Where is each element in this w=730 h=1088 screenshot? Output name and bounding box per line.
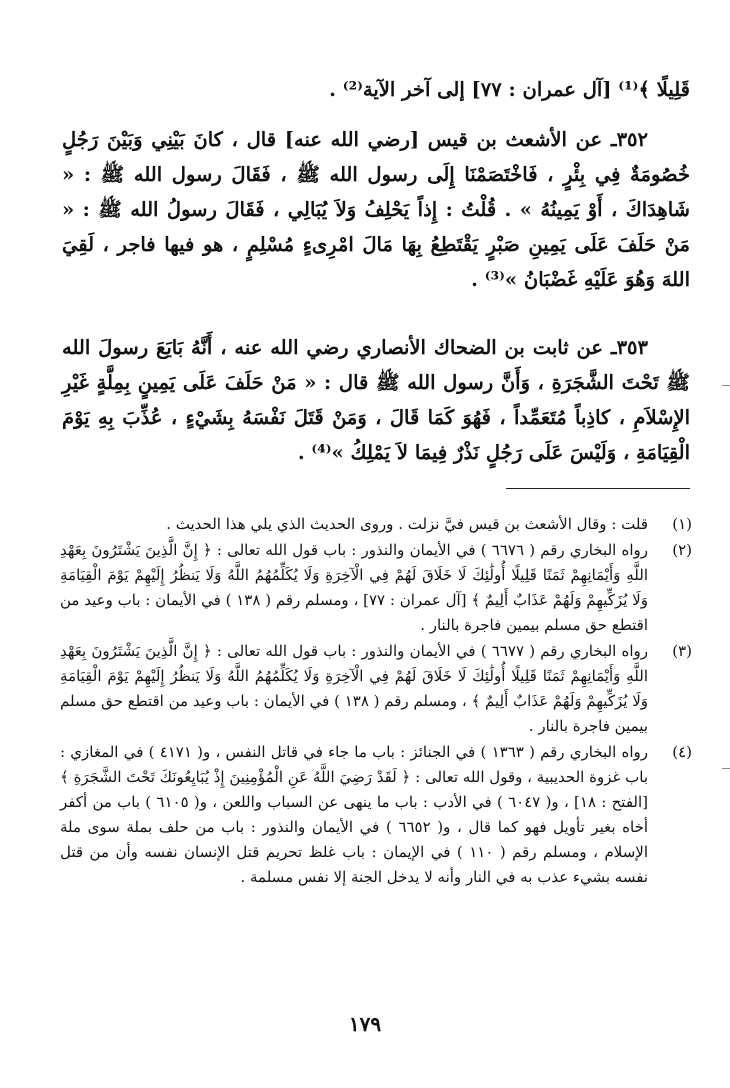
footnote-number: (٢) xyxy=(672,541,692,559)
verse-continuation xyxy=(62,72,690,107)
footnote-number: (١) xyxy=(672,515,692,533)
footnote-text: رواه البخاري رقم ( ٦٦٧٧ ) في الأيمان والنذور : باب قول الله تعالى : ﴿ إِنَّ الَّذِينَ يَشْتَرُونَ بِعَهْدِ اللَّهِ وَأَيْمَانِهِمْ ثَمَنًا قَلِيلًا أُولَٰئِكَ لَا خَلَاقَ لَهُمْ فِي الْآخِرَةِ وَلَا يُكَلِّمُهُمُ اللَّهُ وَلَا يَنظُرُ إِلَيْهِمْ يَوْمَ الْقِيَامَةِ وَلَا يُزَكِّيهِمْ وَلَهُمْ عَذَابٌ أَلِيمٌ ﴾ ، ومسلم رقم ( ١٣٨ ) في الأيمان : باب وعيد من اقتطع حق مسلم بيمين فاجرة بالنار . xyxy=(60,642,649,735)
continuation-line: قَلِيلًا ﴾⁽¹⁾ [آل عمران : ٧٧] إلى آخر الآية⁽²⁾ . xyxy=(329,78,690,101)
hadith-text: ٣٥٢ـ عن الأشعث بن قيس [رضي الله عنه] قال ، كانَ بَيْنِي وَبَيْنَ رَجُلٍ خُصُومَةٌ فِي بِئْرٍ ، فَاخْتَصَمْنَا إِلَى رسول الله ﷺ ، فَقَالَ رسول الله ﷺ : « شَاهِدَاكَ ، أَوْ يَمِينُهُ » . قُلْتُ : إِذاً يَحْلِفُ وَلاَ يُبَالِي ، فَقَالَ رسولُ الله ﷺ : « مَنْ حَلَفَ عَلَى يَمِينِ صَبْرٍ يَقْتَطِعُ بِهَا مَالَ امْرِىءٍ مُسْلِمٍ ، هو فيها فاجر ، لَقِيَ اللهَ وَهُوَ عَلَيْهِ غَضْبَانُ »⁽³⁾ . xyxy=(62,128,690,291)
footnote-4 xyxy=(60,740,692,890)
footnote-text: قلت : وقال الأشعث بن قيس فيَّ نزلت . وروى الحديث الذي يلي هذا الحديث . xyxy=(166,515,648,533)
footnote-divider xyxy=(506,488,690,489)
footnote-text: رواه البخاري رقم ( ٦٦٧٦ ) في الأيمان والنذور : باب قول الله تعالى : ﴿ إِنَّ الَّذِينَ يَشْتَرُونَ بِعَهْدِ اللَّهِ وَأَيْمَانِهِمْ ثَمَنًا قَلِيلًا أُولَٰئِكَ لَا خَلَاقَ لَهُمْ فِي الْآخِرَةِ وَلَا يُكَلِّمُهُمُ اللَّهُ وَلَا يَنظُرُ إِلَيْهِمْ يَوْمَ الْقِيَامَةِ وَلَا يُزَكِّيهِمْ وَلَهُمْ عَذَابٌ أَلِيمٌ ﴾ [آل عمران : ٧٧] ، ومسلم رقم ( ١٣٨ ) في الأيمان : باب وعيد من اقتطع حق مسلم بيمين فاجرة بالنار . xyxy=(60,541,649,634)
footnote-number: (٣) xyxy=(672,642,692,660)
footnote-number: (٤) xyxy=(672,743,692,761)
footnote-3 xyxy=(60,639,692,739)
margin-tick xyxy=(722,385,730,386)
hadith-352 xyxy=(62,122,690,297)
margin-tick xyxy=(722,768,730,769)
footnote-text: رواه البخاري رقم ( ١٣٦٣ ) في الجنائز : باب ما جاء في قاتل النفس ، و( ٤١٧١ ) في المغازي : باب غزوة الحديبية ، وقول الله تعالى : ﴿ لَقَدْ رَضِيَ اللَّهُ عَنِ الْمُؤْمِنِينَ إِذْ يُبَايِعُونَكَ تَحْتَ الشَّجَرَةِ ﴾ [الفتح : ١٨] ، و( ٦٠٤٧ ) في الأدب : باب ما ينهى عن السباب واللعن ، و( ٦١٠٥ ) باب من أكفر أخاه بغير تأويل فهو كما قال ، و( ٦٦٥٢ ) في الأيمان والنذور : باب من حلف بملة سوى ملة الإسلام ، ومسلم رقم ( ١١٠ ) في الإيمان : باب غلظ تحريم قتل الإنسان نفسه وأن من قتل نفسه بشيء عذب به في النار وأنه لا يدخل الجنة إلا نفس مسلمة . xyxy=(60,743,649,886)
page-number: ١٧٩ xyxy=(348,1012,382,1036)
footnote-2 xyxy=(60,538,692,638)
hadith-text: ٣٥٣ـ عن ثابت بن الضحاك الأنصاري رضي الله عنه ، أَنَّهُ بَايَعَ رسولَ الله ﷺ تَحْتَ الشَّجَرَةِ ، وَأَنَّ رسول الله ﷺ قال : « مَنْ حَلَفَ عَلَى يَمِينٍ بِمِلَّةٍ غَيْرِ الإِسْلاَمِ ، كاذِباً مُتَعَمِّداً ، فَهُوَ كَمَا قَالَ ، وَمَنْ قَتَلَ نَفْسَهُ بِشَيْءٍ ، عُذِّبَ بِهِ يَوْمَ الْقِيَامَةِ ، وَلَيْسَ عَلَى رَجُلٍ نَذْرٌ فِيمَا لاَ يَمْلِكُ »⁽⁴⁾ . xyxy=(62,336,690,464)
hadith-353 xyxy=(62,330,690,470)
footnotes-section xyxy=(60,512,692,891)
footnote-1 xyxy=(60,512,692,537)
